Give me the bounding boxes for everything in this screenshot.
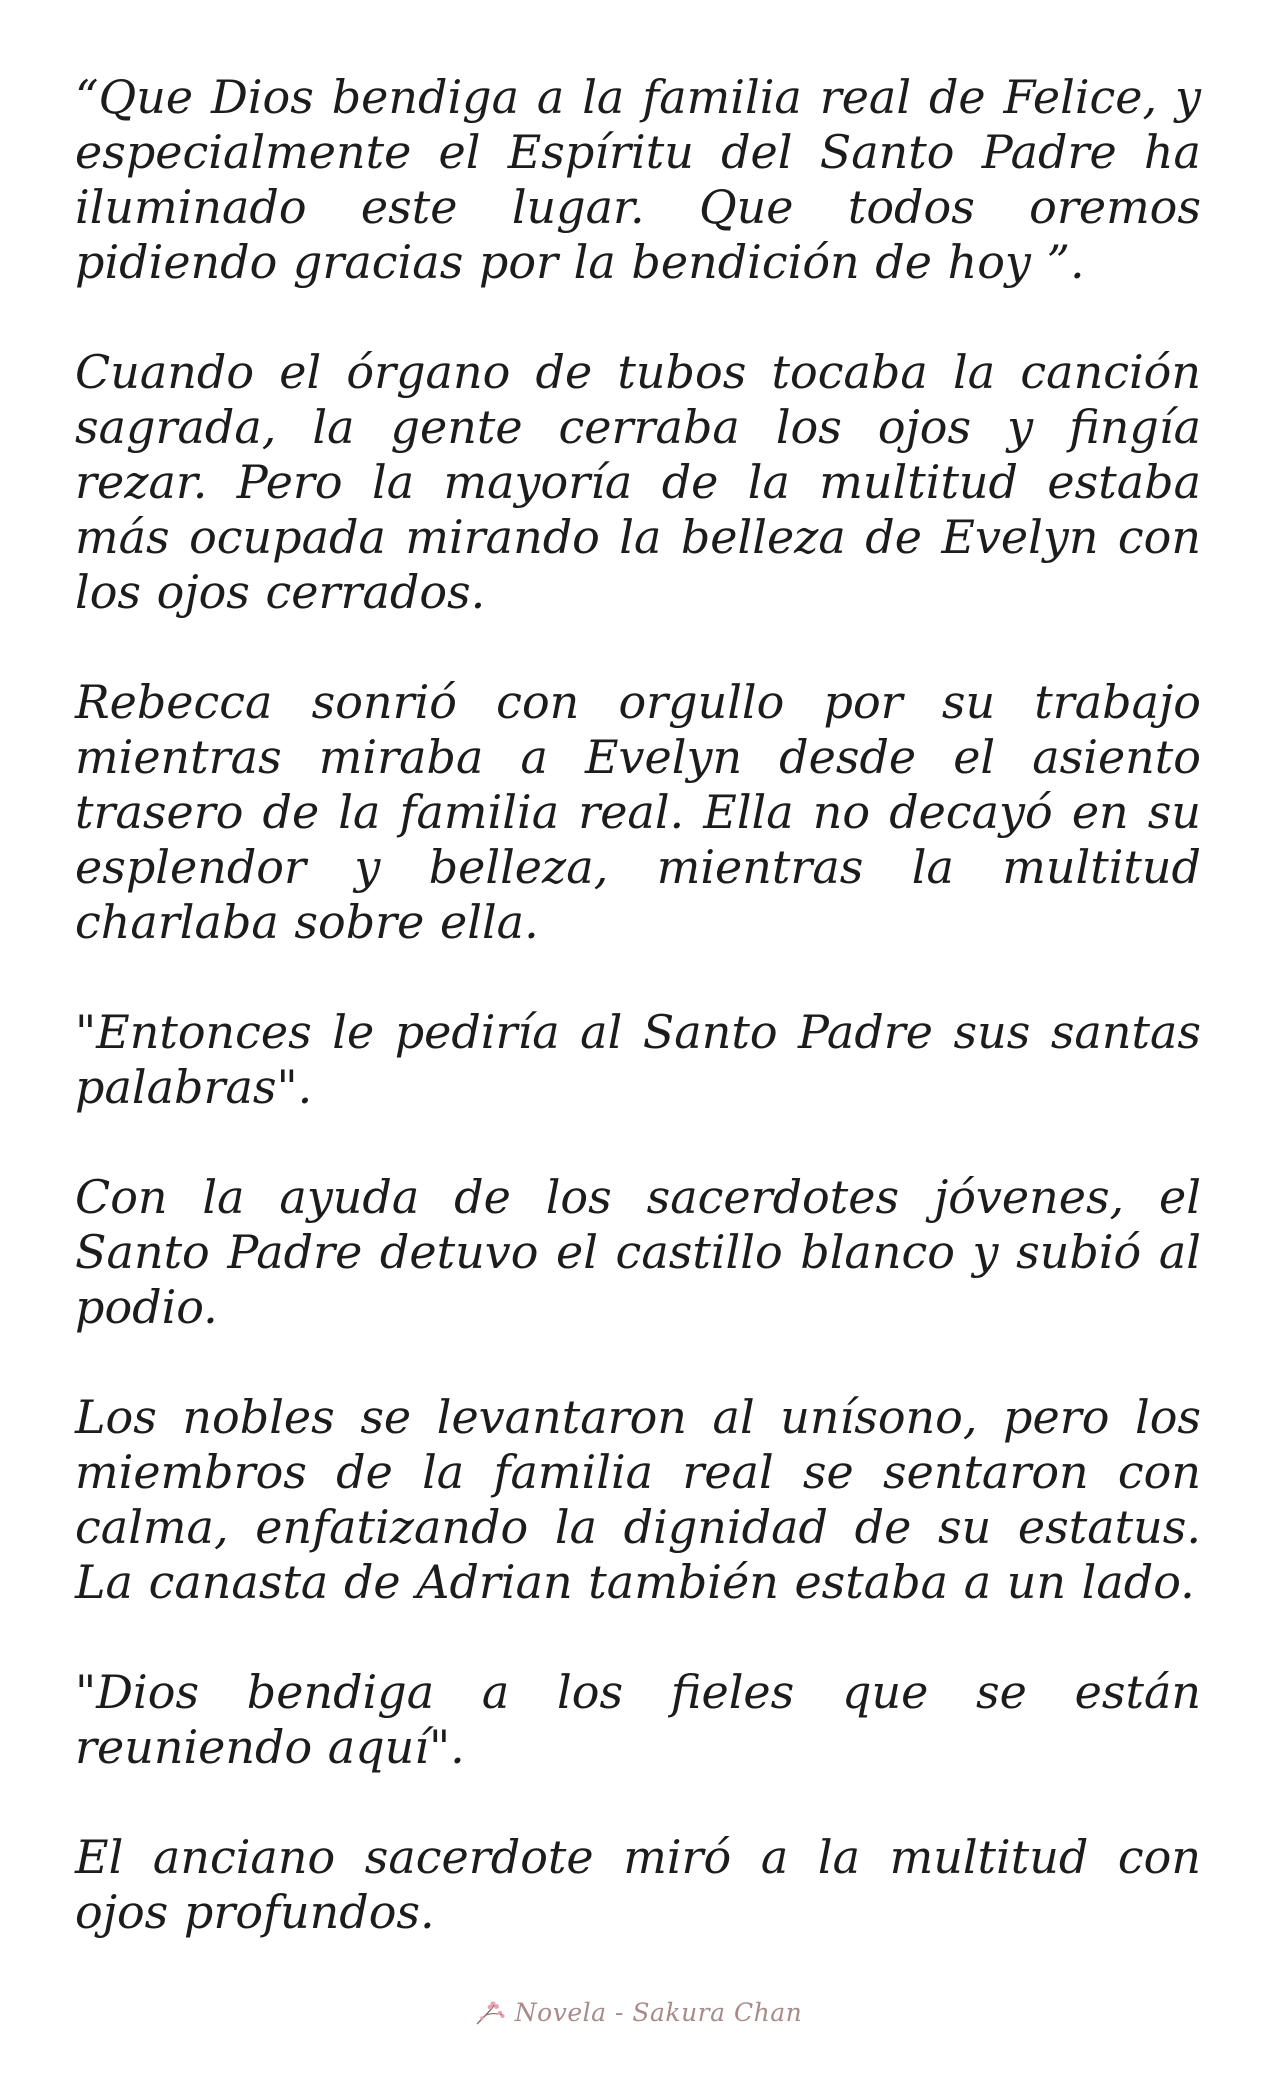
paragraph: “Que Dios bendiga a la familia real de Felice, y especialmente el Espíritu del Santo Padre ha iluminado este lugar. Que todos oremos pidiendo gracias por la bendición de hoy ”. [75,70,1201,289]
paragraph: Con la ayuda de los sacerdotes jóvenes, el Santo Padre detuvo el castillo blanco y subió al podio. [75,1170,1201,1334]
sakura-blossom-icon [473,1998,507,2026]
paragraph: "Dios bendiga a los fieles que se están reuniendo aquí". [75,1665,1201,1774]
paragraph: El anciano sacerdote miró a la multitud con ojos profundos. [75,1830,1201,1939]
watermark [0,1992,1275,2032]
paragraph: "Entonces le pediría al Santo Padre sus santas palabras". [75,1005,1201,1114]
paragraph: Cuando el órgano de tubos tocaba la canción sagrada, la gente cerraba los ojos y fingía rezar. Pero la mayoría de la multitud estaba más ocupada mirando la belleza de Evelyn con los ojos cerrados. [75,345,1201,619]
story-text [75,70,1201,1940]
paragraph: Los nobles se levantaron al unísono, pero los miembros de la familia real se sentaron con calma, enfatizando la dignidad de su estatus. La canasta de Adrian también estaba a un lado. [75,1390,1201,1609]
watermark-text: Novela - Sakura Chan [514,1997,803,2027]
paragraph: Rebecca sonrió con orgullo por su trabajo mientras miraba a Evelyn desde el asiento trasero de la familia real. Ella no decayó en su esplendor y belleza, mientras la multitud charlaba sobre ella. [75,675,1201,949]
